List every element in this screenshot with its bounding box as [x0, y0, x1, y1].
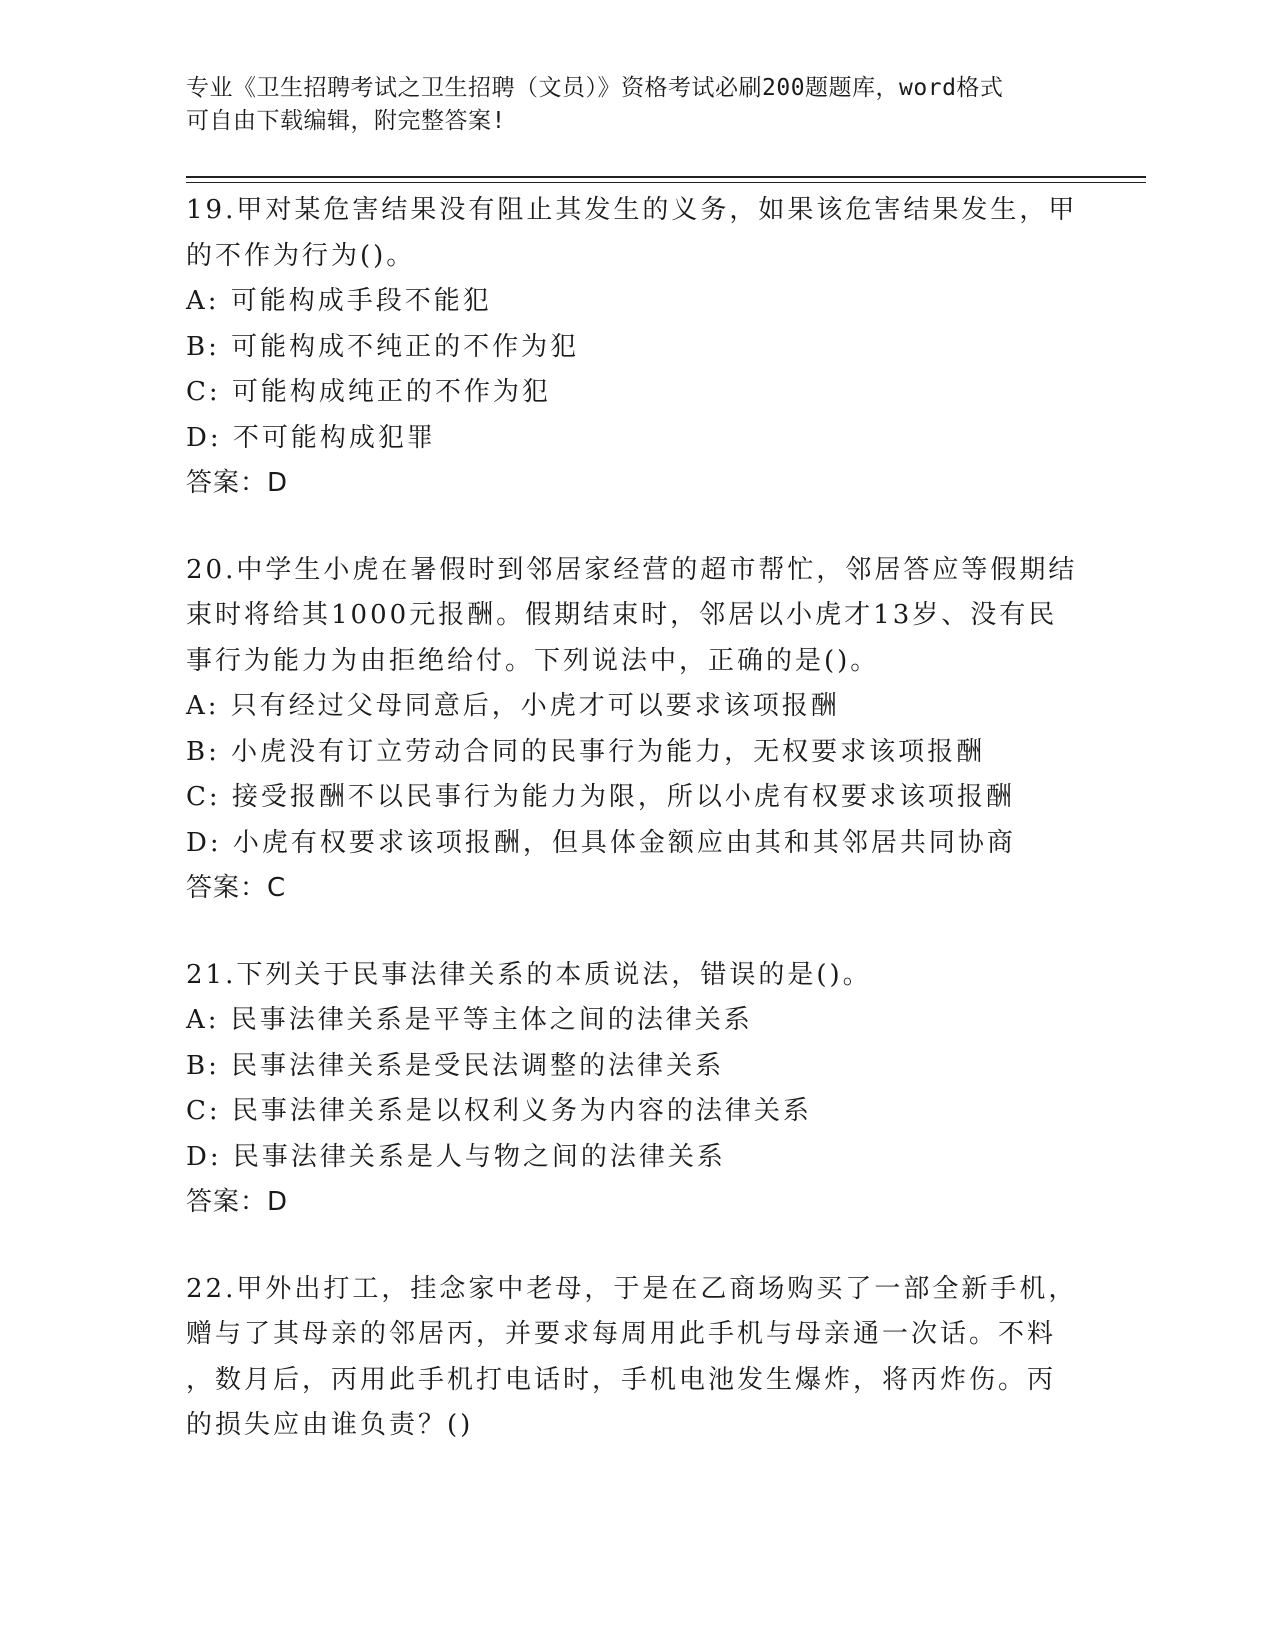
header-line-1: 专业《卫生招聘考试之卫生招聘（文员）》资格考试必刷200题题库，word格式: [186, 75, 1004, 101]
question-stem-line: 的损失应由谁负责？(): [186, 1410, 474, 1440]
question-stem-line: ，数月后，丙用此手机打电话时，手机电池发生爆炸，将丙炸伤。丙: [186, 1364, 1057, 1395]
header-line-2: 可自由下载编辑，附完整答案!: [186, 108, 506, 134]
question-stem-line: 21.下列关于民事法律关系的本质说法，错误的是()。: [186, 959, 872, 990]
option-a: A: 只有经过父母同意后，小虎才可以要求该项报酬: [186, 691, 840, 721]
answer-label: 答案：D: [186, 468, 289, 498]
option-c: C: 民事法律关系是以权利义务为内容的法律关系: [186, 1096, 812, 1126]
option-d: D: 民事法律关系是人与物之间的法律关系: [186, 1141, 726, 1172]
header-rule-thick: [186, 176, 1146, 178]
question-19: [186, 188, 1086, 507]
question-stem-line: 赠与了其母亲的邻居丙，并要求每周用此手机与母亲通一次话。不料: [186, 1319, 1057, 1349]
option-a: A: 可能构成手段不能犯: [186, 286, 492, 316]
question-stem-line: 22.甲外出打工，挂念家中老母，于是在乙商场购买了一部全新手机，: [186, 1273, 1078, 1304]
document-header: [186, 72, 1086, 138]
option-a: A: 民事法律关系是平等主体之间的法律关系: [186, 1005, 753, 1035]
header-rule-thin: [186, 182, 1146, 183]
option-d: D: 小虎有权要求该项报酬，但具体金额应由其和其邻居共同协商: [186, 827, 1016, 858]
option-d: D: 不可能构成犯罪: [186, 422, 436, 453]
question-22: [186, 1267, 1086, 1449]
question-stem-line: 19.甲对某危害结果没有阻止其发生的义务，如果该危害结果发生，甲: [186, 195, 1078, 225]
option-c: C: 接受报酬不以民事行为能力为限，所以小虎有权要求该项报酬: [186, 782, 1015, 812]
question-20: [186, 548, 1086, 912]
answer-label: 答案：D: [186, 1187, 289, 1217]
option-b: B: 可能构成不纯正的不作为犯: [186, 331, 580, 362]
question-stem-line: 事行为能力为由拒绝给付。下列说法中，正确的是()。: [186, 645, 880, 676]
option-b: B: 小虎没有订立劳动合同的民事行为能力，无权要求该项报酬: [186, 736, 986, 767]
answer-label: 答案：C: [186, 873, 287, 903]
question-stem-line: 的不作为行为()。: [186, 240, 416, 271]
option-b: B: 民事法律关系是受民法调整的法律关系: [186, 1050, 725, 1081]
question-list: [186, 188, 1086, 1490]
question-stem-line: 20.中学生小虎在暑假时到邻居家经营的超市帮忙，邻居答应等假期结: [186, 554, 1078, 585]
option-c: C: 可能构成纯正的不作为犯: [186, 377, 551, 407]
question-stem-line: 束时将给其1000元报酬。假期结束时，邻居以小虎才13岁、没有民: [186, 600, 1058, 630]
question-21: [186, 953, 1086, 1226]
